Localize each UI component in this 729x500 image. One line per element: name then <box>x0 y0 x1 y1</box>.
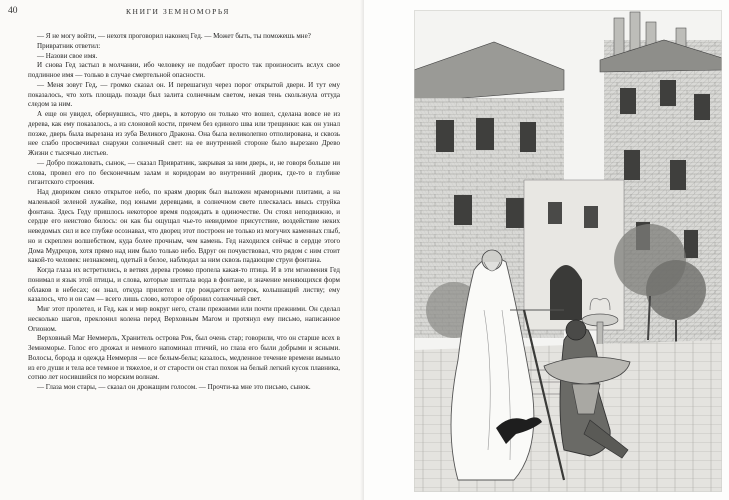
paragraph: И снова Гед застыл в молчании, ибо человеку не подобает просто так произносить вслух свое подлинное имя — только в случае смертельной опасности. <box>28 61 340 79</box>
central-building <box>524 180 624 330</box>
paragraph: — Меня зовут Гед, — громко сказал он. И перешагнул через порог открытой двери. И тут ему показалось, что хоть площадь позади был залита солнечным светом, некая тень скользнула оттуда следом за ним. <box>28 80 340 109</box>
page-number: 40 <box>8 6 18 16</box>
paragraph: — Назови свое имя. <box>37 51 98 60</box>
paragraph: Миг этот пролетел, и Гед, как и мир вокруг него, стали прежними или почти прежними. Он сделал несколько шагов, преклонил колена перед Верховным Магом и протянул ему письмо, написанное Огионом. <box>28 305 340 333</box>
paragraph: — Добро пожаловать, сынок, — сказал Привратник, закрывая за ним дверь, и, не говоря больше ни слова, провел его по бесконечным залам и коридорам во внутренний дворик, где-то в глубине гигантского строения. <box>28 158 340 187</box>
body-text <box>28 32 340 393</box>
running-head <box>8 6 348 20</box>
courtyard-illustration <box>414 10 722 492</box>
paragraph: — Я не могу войти, — нехотя проговорил наконец Гед. — Может быть, ты поможешь мне? <box>37 32 311 40</box>
paragraph: А еще он увидел, обернувшись, что дверь, в которую он только что вошел, сделана вовсе не из дерева, как ему показалось, а из слоновой кости, причем без единого шва или трещинки: как он узнал позже, дверь была вырезана из зуба Великого Дракона. Она была великолепно отполирована, и сквозь нее слабо просвечивал снаружи солнечный свет: на ее внутренней стороне было вырезано Древо Жизни с тысячью листьев. <box>28 110 340 157</box>
paragraph: Над двориком сияло открытое небо, по краям дворик был выложен мраморными плитами, а на маленькой зеленой лужайке, под юными деревцами, в солнечном свете плескалась ввысь струйка фонтана. Здесь Геду пришлось некоторое время подождать в одиночестве. Он стоял неподвижно, и сердце его неистово билось: он как бы ощущал чье-то невидимое присутствие, воздействие неких неведомых сил и все глубже осознавал, что дворец этот построен не только из могучих каменных глыб, но и скреплен волшебством, куда более прочным, чем камень. Гед находился сейчас в сердце этого Дома Мудрецов, хотя прямо над ним было только небо. Вдруг он почувствовал, что рядом с ним стоит какой-то человек: незнакомец, одетый в белое, наблюдал за ним сквозь падающие струи фонтана. <box>28 188 340 265</box>
paragraph: — Глаза мои стары, — сказал он дрожащим голосом. — Прочти-ка мне это письмо, сынок. <box>37 383 311 391</box>
paragraph: Верховный Маг Неммерль, Хранитель острова Рок, был очень стар; говорили, что он старше всех в Земноморье. Голос его дрожал и немного напоминал птичий, но глаза его были добрыми и ясными. Волосы, борода и одежда Неммерля — все белым-белы; казалось, медленное течение времени вымыло из его души и тела все темное и тяжелое, и от старости он стал похож на белый легкий кусок плавника, сотню лет носившийся по морским волнам. <box>28 334 340 382</box>
book-title: КНИГИ ЗЕМНОМОРЬЯ <box>125 7 231 16</box>
paragraph: Привратник ответил: <box>37 41 101 50</box>
paragraph: Когда глаза их встретились, в ветвях дерева громко пропела какая-то птица. И в эти мгновения Гед понимал и язык этой птицы, и слова, которые шептала вода в фонтане, и значение меняющихся форм облаков в небесах; он знал, откуда прилетел и где рождается ветерок, колышащий листву; ему казалось, что и он сам — всего лишь слово, которое обронил солнечный свет. <box>28 266 340 304</box>
left-page <box>0 0 364 500</box>
